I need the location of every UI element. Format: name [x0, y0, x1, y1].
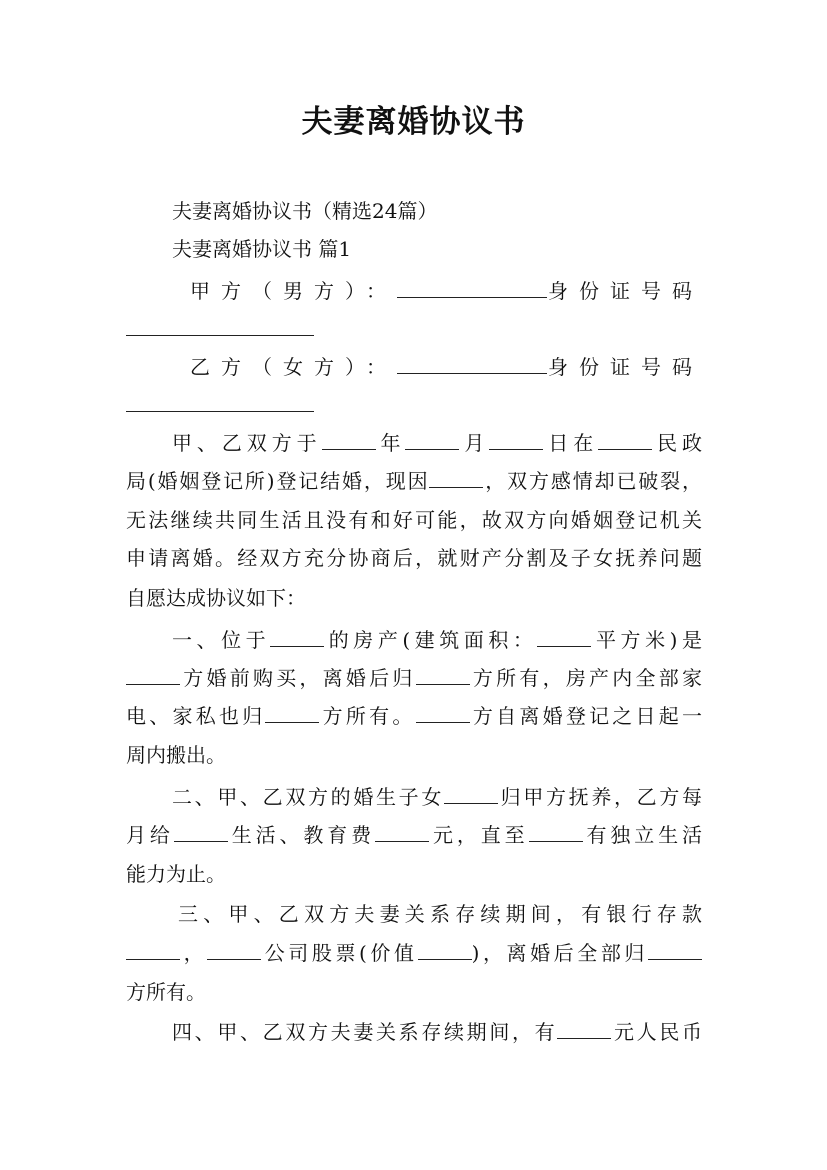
clause-2-line-2 — [126, 820, 702, 850]
clause-1-line-4: 周内搬出。 — [126, 743, 226, 767]
text: 元，直至 — [429, 823, 529, 847]
text: 有独立生活 — [582, 823, 703, 847]
value-blank[interactable] — [418, 941, 472, 960]
subtitle: 夫妻离婚协议书（精选24篇） — [172, 199, 438, 223]
party-b-name-blank[interactable] — [397, 355, 547, 374]
text: 方自离婚登记之日起一 — [469, 704, 703, 728]
location-blank[interactable] — [270, 628, 324, 647]
text: 方所有。 — [319, 704, 416, 728]
text: 电、家私也归 — [126, 704, 266, 728]
party-b-id-label: 身份证号码 — [547, 355, 702, 379]
amount-blank[interactable] — [375, 823, 429, 842]
clause-3-line-1: 三、甲、乙双方夫妻关系存续期间，有银行存款 — [178, 902, 702, 926]
stock-owner-blank[interactable] — [648, 941, 702, 960]
company-blank[interactable] — [207, 941, 261, 960]
area-blank[interactable] — [537, 628, 591, 647]
party-a-id-label: 身份证号码 — [547, 279, 702, 303]
clause-1-line-2 — [126, 663, 702, 693]
party-a-line — [190, 276, 702, 306]
part-title: 夫妻离婚协议书 篇1 — [172, 237, 352, 261]
clause-2-line-3: 能力为止。 — [126, 862, 226, 886]
text: 二、甲、乙双方的婚生子女 — [172, 785, 444, 809]
party-b-id-blank[interactable] — [126, 411, 314, 412]
buyer-blank[interactable] — [126, 666, 180, 685]
text: 元人民币 — [611, 1020, 703, 1044]
party-b-label: 乙方（女方）： — [190, 355, 397, 379]
bureau-blank[interactable] — [598, 431, 652, 450]
party-a-id-blank[interactable] — [126, 335, 314, 336]
text: )，离婚后全部归 — [471, 941, 648, 965]
until-blank[interactable] — [529, 823, 583, 842]
clause-3-line-3: 方所有。 — [126, 980, 206, 1004]
text: 归甲方抚养，乙方每 — [498, 785, 702, 809]
move-out-party-blank[interactable] — [416, 704, 470, 723]
owner-blank[interactable] — [416, 666, 470, 685]
intro-line-3: 无法继续共同生活且没有和好可能，故双方向婚姻登记机关 — [126, 508, 702, 532]
text: 方婚前购买，离婚后归 — [180, 666, 416, 690]
month-blank[interactable] — [405, 431, 459, 450]
text: 年 — [375, 431, 406, 455]
intro-line-2 — [126, 466, 702, 496]
clause-1-line-1 — [172, 625, 702, 655]
intro-line-4: 申请离婚。经双方充分协商后，就财产分割及子女抚养问题 — [126, 546, 702, 570]
year-blank[interactable] — [322, 431, 376, 450]
text: 局(婚姻登记所)登记结婚，现因 — [126, 469, 430, 493]
recipient-blank[interactable] — [174, 823, 228, 842]
party-a-label: 甲方（男方）： — [190, 279, 397, 303]
party-a-name-blank[interactable] — [397, 279, 547, 298]
child-blank[interactable] — [444, 785, 498, 804]
party-b-line — [190, 352, 702, 382]
text: 四、甲、乙双方夫妻关系存续期间，有 — [172, 1020, 558, 1044]
text: 的房产(建筑面积： — [324, 628, 538, 652]
reason-blank[interactable] — [429, 469, 483, 488]
text: 方所有，房产内全部家 — [469, 666, 703, 690]
rmb-amount-blank[interactable] — [557, 1020, 611, 1039]
text: 公司股票(价值 — [261, 941, 418, 965]
text: 日在 — [543, 431, 599, 455]
day-blank[interactable] — [489, 431, 543, 450]
text: ， — [180, 941, 208, 965]
text: 生活、教育费 — [227, 823, 376, 847]
clause-2-line-1 — [172, 782, 702, 812]
text: 一、位于 — [172, 628, 271, 652]
text: 月给 — [126, 823, 174, 847]
text: 平方米)是 — [591, 628, 702, 652]
furniture-owner-blank[interactable] — [265, 704, 319, 723]
text: 民政 — [652, 431, 703, 455]
document-title: 夫妻离婚协议书 — [301, 104, 526, 140]
clause-3-line-2 — [126, 938, 702, 968]
text: 月 — [459, 431, 490, 455]
deposit-blank[interactable] — [126, 941, 180, 960]
clause-1-line-3 — [126, 701, 702, 731]
text: ，双方感情却已破裂， — [483, 469, 703, 493]
text: 甲、乙双方于 — [172, 431, 322, 455]
intro-line-1 — [172, 428, 702, 458]
clause-4-line-1 — [172, 1017, 702, 1047]
intro-line-5: 自愿达成协议如下： — [126, 586, 306, 610]
